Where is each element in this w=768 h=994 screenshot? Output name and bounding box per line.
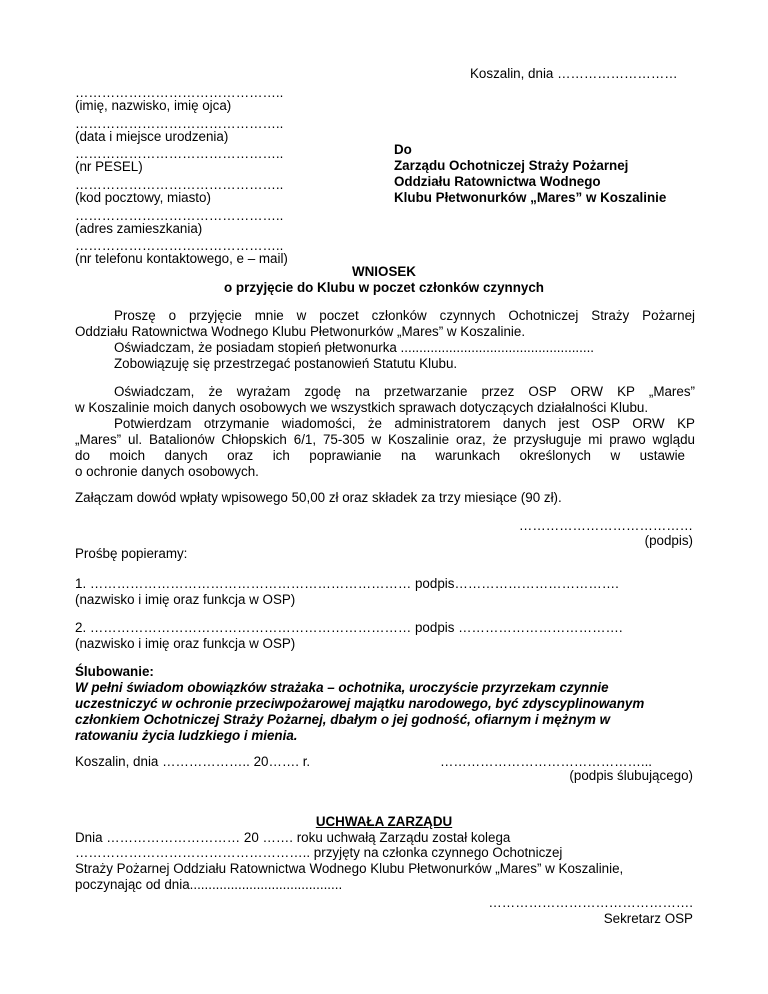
resolution-line: Straży Pożarnej Oddziału Ratownictwa Wodnego Klubu Płetwonurków „Mares” w Koszalinie,: [75, 861, 624, 876]
paragraph-line: „Mares” ul. Batalionów Chłopskich 6/1, 75-305 w Koszalinie oraz, że przysługuje mi prawo wglądu: [75, 432, 695, 447]
signature-label: (podpis): [644, 533, 693, 548]
oath-signature-label: (podpis ślubującego): [569, 768, 693, 783]
addressee-line: Do: [394, 142, 412, 157]
oath-title: Ślubowanie:: [75, 664, 154, 679]
support-line-2-label: (nazwisko i imię oraz funkcja w OSP): [75, 636, 296, 651]
resolution-title: UCHWAŁA ZARZĄDU: [315, 814, 453, 829]
paragraph-line: Zobowiązuję się przestrzegać postanowień Statutu Klubu.: [114, 356, 458, 371]
field-label: (nr PESEL): [75, 159, 143, 174]
field-dots: ………………………………………..: [75, 85, 284, 100]
field-dots: ………………………………………..: [75, 238, 284, 253]
oath-signature-dots: ………………………………………...: [440, 754, 653, 769]
addressee-line: Oddziału Ratownictwa Wodnego: [394, 174, 601, 189]
oath-date: Koszalin, dnia ……………….. 20……. r.: [75, 754, 311, 769]
support-line-2: 2. ……………………………………………………………… podpis ……………………………….: [75, 620, 623, 635]
date-line: Koszalin, dnia ………………………: [470, 66, 678, 81]
oath-line: członkiem Ochotniczej Straży Pożarnej, dbałym o jej godność, ofiarnym i mężnym w: [75, 712, 611, 727]
paragraph-line: do moich danych oraz ich poprawianie na warunkach określonych w ustawie: [75, 448, 685, 463]
field-label: (adres zamieszkania): [75, 221, 203, 236]
field-label: (imię, nazwisko, imię ojca): [75, 98, 232, 113]
field-dots: ………………………………………..: [75, 177, 284, 192]
field-label: (nr telefonu kontaktowego, e – mail): [75, 251, 288, 266]
paragraph-line: Oświadczam, że posiadam stopień płetwonurka ....................................................: [114, 340, 595, 355]
oath-line: uczestniczyć w ochronie przeciwpożarowej majątku narodowego, być zdyscyplinowanym: [75, 696, 645, 711]
addressee-line: Klubu Płetwonurków „Mares” w Koszalinie: [394, 190, 667, 205]
paragraph-line: Potwierdzam otrzymanie wiadomości, że administratorem danych jest OSP ORW KP: [114, 416, 695, 431]
addressee-line: Zarządu Ochotniczej Straży Pożarnej: [394, 158, 629, 173]
paragraph-line: w Koszalinie moich danych osobowych we wszystkich sprawach dotyczących działalności Klubu.: [75, 400, 649, 415]
support-line-1: 1. ……………………………………………………………… podpis……………………………….: [75, 576, 619, 591]
document-subtitle: o przyjęcie do Klubu w poczet członków czynnych: [224, 280, 544, 295]
resolution-line: Dnia ………………………… 20 ……. roku uchwałą Zarządu został kolega: [75, 830, 511, 845]
resolution-line: poczynając od dnia.........................................: [75, 877, 343, 892]
document-title: WNIOSEK: [352, 264, 416, 279]
oath-line: W pełni świadom obowiązków strażaka – ochotnika, uroczyście przyrzekam czynnie: [75, 680, 609, 695]
field-label: (data i miejsce urodzenia): [75, 129, 229, 144]
oath-line: ratowaniu życia ludzkiego i mienia.: [75, 728, 298, 743]
support-label: Prośbę popieramy:: [75, 546, 188, 561]
field-dots: ………………………………………..: [75, 208, 284, 223]
field-label: (kod pocztowy, miasto): [75, 190, 211, 205]
paragraph-line: Oddziału Ratownictwa Wodnego Klubu Płetwonurków „Mares” w Koszalinie.: [75, 324, 526, 339]
secretary-label: Sekretarz OSP: [603, 911, 693, 926]
field-dots: ………………………………………..: [75, 116, 284, 131]
secretary-dots: ……………………………………….: [488, 895, 693, 910]
support-line-1-label: (nazwisko i imię oraz funkcja w OSP): [75, 592, 296, 607]
field-dots: ………………………………………..: [75, 146, 284, 161]
paragraph-line: Proszę o przyjęcie mnie w poczet członków czynnych Ochotniczej Straży Pożarnej: [114, 308, 695, 323]
signature-dots: …………………………………: [518, 518, 693, 533]
paragraph-line: Oświadczam, że wyrażam zgodę na przetwarzanie przez OSP ORW KP „Mares”: [114, 384, 695, 399]
resolution-line: …………………………………………….. przyjęty na członka czynnego Ochotniczej: [75, 845, 563, 860]
fee-line: Załączam dowód wpłaty wpisowego 50,00 zł oraz składek za trzy miesiące (90 zł).: [75, 490, 562, 505]
paragraph-line: o ochronie danych osobowych.: [75, 464, 259, 479]
